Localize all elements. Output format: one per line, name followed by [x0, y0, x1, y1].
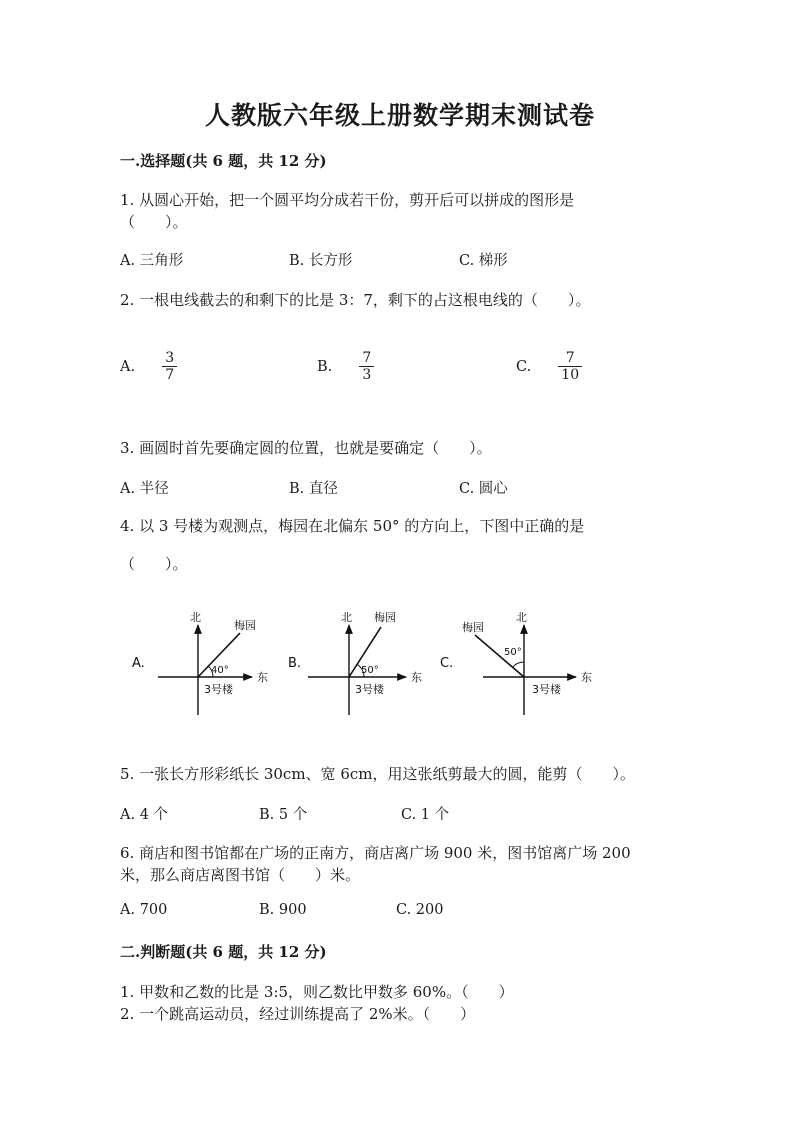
q3-option-a[interactable]: A. 半径 [120, 481, 169, 497]
question-5-text: 5. 一张长方形彩纸长 30cm、宽 6cm，用这张纸剪最大的圆，能剪（ ）。 [120, 765, 635, 783]
diagram-b-origin-label: 3号楼 [355, 683, 384, 696]
q5-option-c[interactable]: C. 1 个 [401, 807, 450, 823]
diagram-a[interactable] [132, 611, 268, 715]
diagram-b-north-label: 北 [341, 611, 352, 624]
diagram-b[interactable] [288, 610, 422, 715]
diagram-a-target-label: 梅园 [234, 619, 256, 632]
diagram-a-angle-label: 40° [211, 665, 229, 676]
fraction-b-numerator: 7 [359, 350, 374, 367]
diagram-c-angle-label: 50° [504, 647, 522, 658]
fraction-a-numerator: 3 [162, 350, 177, 367]
diagram-a-origin-label: 3号楼 [204, 683, 233, 696]
fraction-b-denominator: 3 [362, 367, 372, 383]
q3-option-b[interactable]: B. 直径 [289, 481, 338, 497]
question-2-text: 2. 一根电线截去的和剩下的比是 3：7，剩下的占这根电线的（ ）。 [120, 291, 591, 309]
fraction-a [162, 350, 177, 383]
question-1-text-cont: （ ）。 [120, 213, 188, 231]
diagram-c-east-label: 东 [581, 671, 592, 684]
q6-option-c[interactable]: C. 200 [396, 902, 444, 918]
fraction-c [558, 350, 582, 383]
question-4-text-cont: （ ）。 [120, 555, 188, 573]
q2-option-a[interactable] [120, 350, 177, 383]
diagram-b-label: B. [288, 656, 302, 671]
q1-option-a[interactable]: A. 三角形 [120, 253, 184, 269]
section-heading-choice: 一.选择题(共 6 题，共 12 分) [120, 152, 327, 170]
q1-option-c[interactable]: C. 梯形 [459, 253, 508, 269]
direction-diagrams [120, 605, 620, 725]
question-6-text: 6. 商店和图书馆都在广场的正南方，商店离广场 900 米，图书馆离广场 200 [120, 844, 631, 862]
q6-option-b[interactable]: B. 900 [259, 902, 307, 918]
diagram-c-label: C. [440, 656, 454, 671]
question-4-text: 4. 以 3 号楼为观测点，梅园在北偏东 50° 的方向上，下图中正确的是 [120, 517, 585, 535]
diagram-c-target-label: 梅园 [462, 621, 484, 634]
section-heading-judgement: 二.判断题(共 6 题，共 12 分) [120, 943, 327, 961]
q6-option-a[interactable]: A. 700 [120, 902, 168, 918]
q2-option-c[interactable] [516, 350, 582, 383]
diagram-c-angle-arc [513, 662, 524, 667]
q5-option-b[interactable]: B. 5 个 [259, 807, 308, 823]
page-title: 人教版六年级上册数学期末测试卷 [204, 101, 595, 130]
q5-option-a[interactable]: A. 4 个 [120, 807, 169, 823]
diagram-a-label: A. [132, 656, 145, 671]
diagram-c[interactable] [440, 611, 592, 715]
diagram-a-north-label: 北 [190, 611, 201, 624]
question-6-text-cont: 米，那么商店离图书馆（ ）米。 [120, 866, 361, 884]
fraction-a-denominator: 7 [165, 367, 175, 383]
diagram-b-angle-label: 50° [361, 665, 379, 676]
judgement-item-1[interactable]: 1. 甲数和乙数的比是 3:5，则乙数比甲数多 60%。（ ） [120, 983, 514, 1001]
q1-option-b[interactable]: B. 长方形 [289, 253, 353, 269]
diagram-a-east-label: 东 [257, 671, 268, 684]
diagram-c-north-label: 北 [516, 611, 527, 624]
q2-option-c-label: C. [516, 359, 532, 375]
q2-option-b[interactable] [317, 350, 374, 383]
fraction-b [359, 350, 374, 383]
diagram-c-origin-label: 3号楼 [532, 683, 561, 696]
fraction-c-denominator: 10 [561, 367, 580, 383]
diagram-b-east-label: 东 [411, 671, 422, 684]
q2-option-a-label: A. [120, 359, 136, 375]
question-1-text: 1. 从圆心开始，把一个圆平均分成若干份，剪开后可以拼成的图形是 [120, 191, 575, 209]
diagram-b-target-label: 梅园 [374, 611, 396, 624]
q2-option-b-label: B. [317, 359, 333, 375]
question-3-text: 3. 画圆时首先要确定圆的位置，也就是要确定（ ）。 [120, 439, 492, 457]
judgement-item-2[interactable]: 2. 一个跳高运动员，经过训练提高了 2%米。（ ） [120, 1005, 476, 1023]
q3-option-c[interactable]: C. 圆心 [459, 481, 508, 497]
fraction-c-numerator: 7 [558, 350, 582, 367]
